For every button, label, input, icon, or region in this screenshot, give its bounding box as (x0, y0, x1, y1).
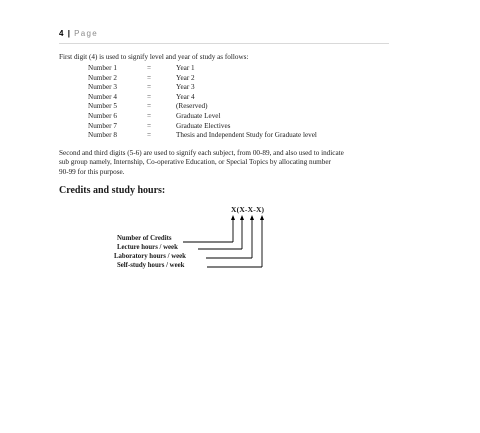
row-equals: = (147, 121, 152, 130)
row-label: Number 3 (88, 83, 117, 92)
row-equals: = (147, 73, 152, 82)
row-label: Number 5 (88, 102, 117, 111)
header-separator: | (67, 29, 70, 38)
row-value: Graduate Level (176, 111, 221, 120)
legend-lecture: Lecture hours / week (117, 244, 178, 251)
row-value: (Reserved) (176, 102, 208, 111)
row-value: Year 1 (176, 64, 195, 72)
legend-laboratory: Laboratory hours / week (114, 253, 186, 260)
row-equals: = (147, 111, 152, 120)
row-value: Year 2 (176, 73, 195, 82)
row-equals: = (147, 102, 152, 111)
arrowhead-icon (231, 215, 235, 220)
row-label: Number 4 (88, 92, 117, 101)
arrowhead-icon (260, 215, 264, 220)
row-label: Number 6 (88, 111, 117, 120)
row-value: Thesis and Independent Study for Graduate level (176, 131, 317, 140)
row-value: Year 3 (176, 83, 195, 92)
intro-text: First digit (4) is used to signify level and year of study as follows: (59, 53, 249, 61)
section-heading: Credits and study hours: (59, 185, 166, 196)
credit-code: X(X-X-X) (231, 205, 265, 214)
page-header (59, 29, 389, 44)
row-equals: = (147, 64, 152, 72)
credit-hours-diagram (100, 200, 280, 278)
row-value: Year 4 (176, 92, 195, 101)
row-equals: = (147, 83, 152, 92)
row-equals: = (147, 92, 152, 101)
legend-credits: Number of Credits (117, 235, 172, 242)
row-value: Graduate Electives (176, 121, 231, 130)
paragraph-line: Second and third digits (5-6) are used to signify each subject, from 00-89, and also used to indicate (59, 149, 344, 157)
legend-self-study: Self-study hours / week (117, 262, 185, 269)
row-equals: = (147, 131, 152, 140)
row-label: Number 1 (88, 64, 117, 72)
row-label: Number 7 (88, 121, 117, 130)
row-label: Number 2 (88, 73, 117, 82)
paragraph-line: 90-99 for this purpose. (59, 167, 125, 176)
page-label: Page (74, 29, 99, 38)
row-label: Number 8 (88, 131, 117, 140)
subject-digits-paragraph (59, 149, 394, 177)
paragraph-line: sub group namely, Internship, Co-operative Education, or Special Topics by allocating number (59, 158, 331, 167)
page-number: 4 (59, 29, 64, 38)
arrowhead-icon (240, 215, 244, 220)
arrowhead-icon (250, 215, 254, 220)
